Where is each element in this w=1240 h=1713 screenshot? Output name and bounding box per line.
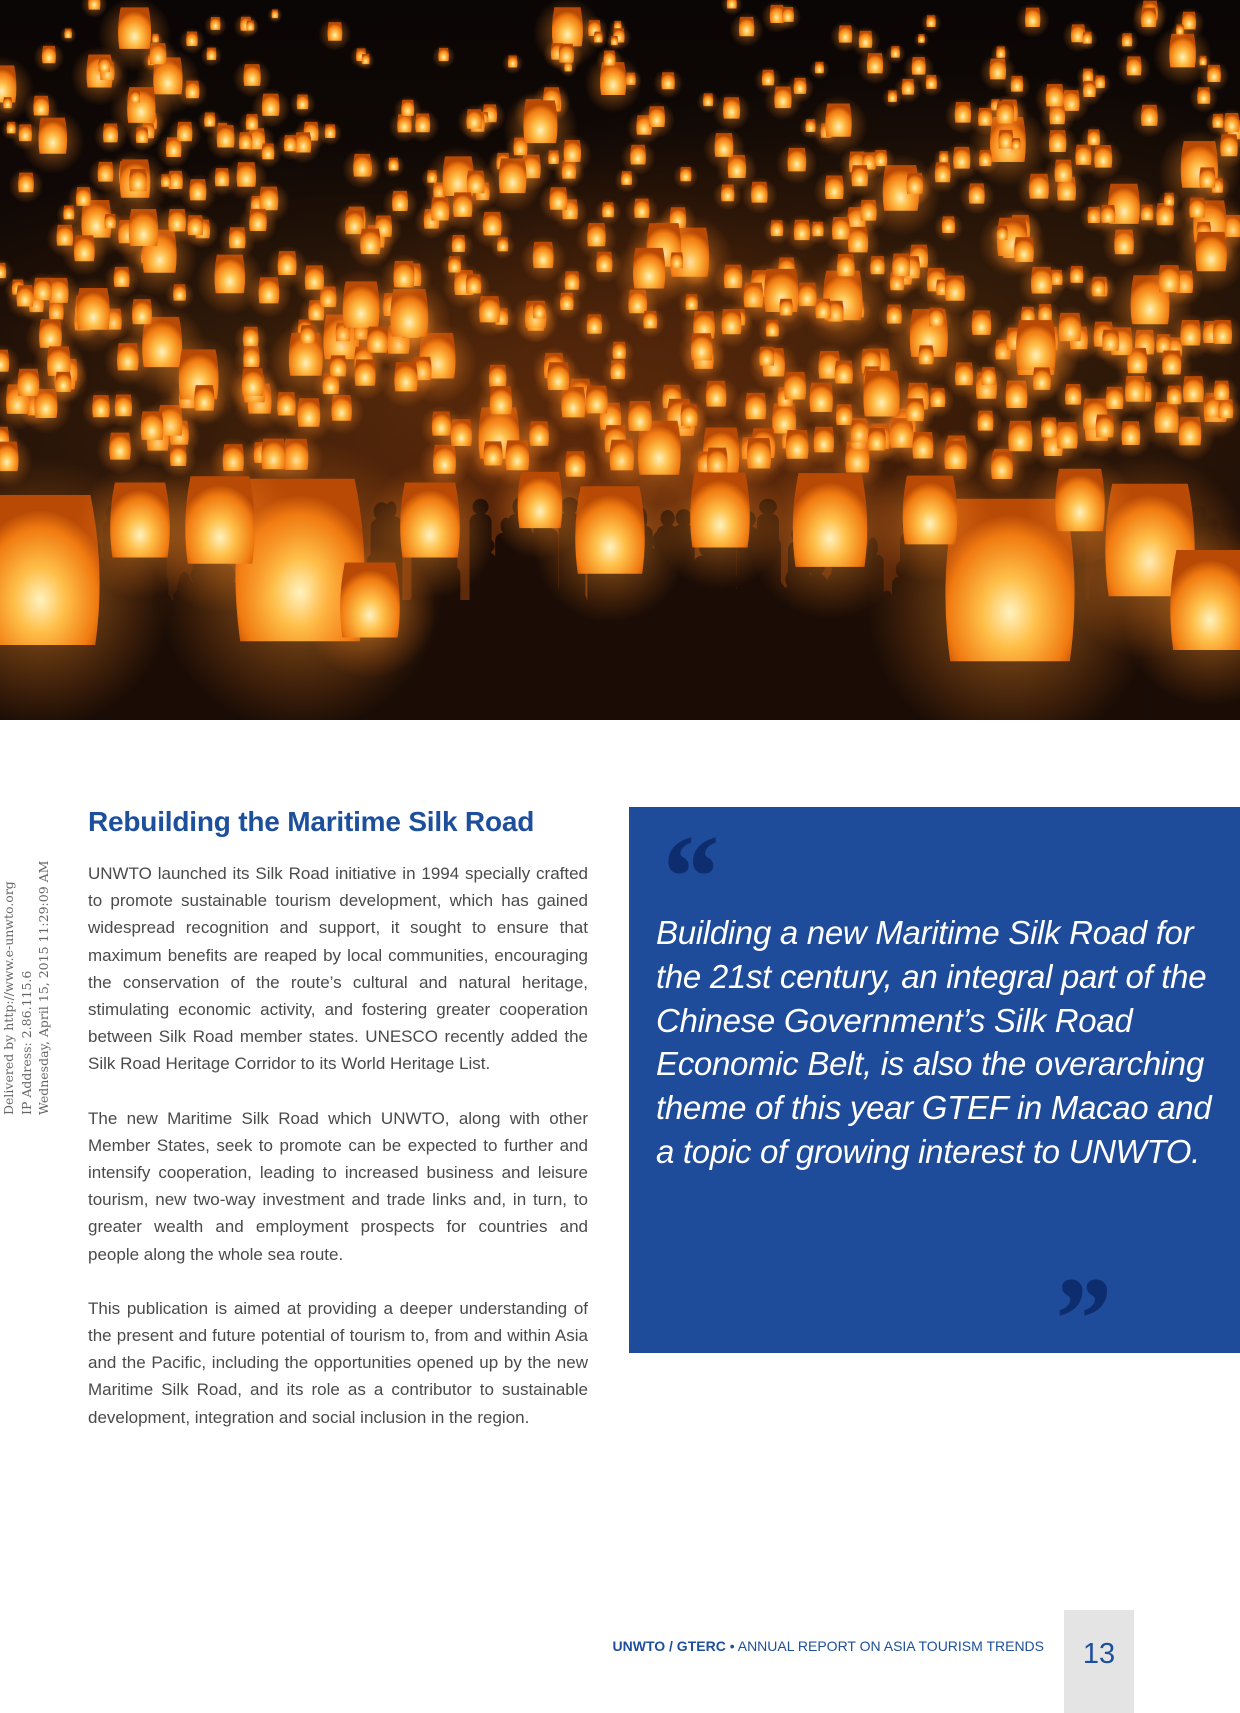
lantern xyxy=(239,203,278,243)
lantern xyxy=(990,223,1014,248)
footer-report-title: ANNUAL REPORT ON ASIA TOURISM TRENDS xyxy=(737,1638,1044,1654)
lantern xyxy=(290,91,316,118)
lantern xyxy=(1025,453,1135,566)
lantern xyxy=(821,211,860,251)
lantern xyxy=(1077,29,1098,50)
lantern xyxy=(635,306,666,338)
lantern xyxy=(959,178,994,214)
open-quote-icon: “ xyxy=(657,810,717,943)
lantern xyxy=(894,75,922,103)
lantern xyxy=(1085,409,1125,450)
lantern xyxy=(586,247,622,284)
lantern xyxy=(653,68,683,98)
lantern xyxy=(319,18,352,51)
lantern xyxy=(713,92,751,131)
lantern xyxy=(678,290,706,318)
close-quote-icon: ” xyxy=(1049,1252,1109,1385)
lantern xyxy=(9,168,44,203)
article-body xyxy=(88,860,588,1458)
lantern xyxy=(1132,3,1166,38)
lantern xyxy=(57,202,81,227)
lantern xyxy=(1131,100,1168,138)
lantern xyxy=(165,280,194,309)
lantern xyxy=(1022,362,1062,403)
lantern xyxy=(703,127,745,170)
hero-photo xyxy=(0,0,1240,720)
lantern xyxy=(517,415,560,459)
lantern xyxy=(246,271,292,318)
person-silhouette xyxy=(490,588,500,604)
lantern xyxy=(826,248,865,288)
pull-quote-box xyxy=(629,807,1240,1385)
lantern xyxy=(490,234,515,259)
lantern xyxy=(895,393,935,434)
lantern xyxy=(1003,72,1031,100)
paragraph: UNWTO launched its Silk Road initiative in 1994 specially crafted to promote sustainable tourism development, which has gained widespread recognition and support, it sought to ensure that maximum benefits are reaped by local communities, encouraging the conservation of the route’s cultural and natural heritage, stimulating economic activity, and fostering greater cooperation between Silk Road member states. UNESCO recently added the Silk Road Heritage Corridor to its World Heritage List. xyxy=(88,864,588,1074)
lantern xyxy=(921,12,942,33)
lantern xyxy=(178,210,213,246)
lantern xyxy=(1133,201,1161,229)
lantern xyxy=(776,142,818,184)
lantern xyxy=(182,379,227,425)
lantern xyxy=(763,216,791,245)
lantern xyxy=(381,254,428,302)
lantern xyxy=(1117,52,1150,86)
lantern xyxy=(730,12,764,47)
lantern xyxy=(991,43,1011,64)
lantern xyxy=(614,393,667,447)
lantern xyxy=(1195,54,1211,71)
lantern xyxy=(1206,110,1231,135)
lantern xyxy=(241,18,259,36)
person-silhouette xyxy=(520,582,533,599)
footer-bullet: • xyxy=(725,1638,738,1654)
lantern xyxy=(604,338,634,368)
lantern xyxy=(1158,381,1191,415)
lantern xyxy=(357,52,375,70)
lantern xyxy=(1016,3,1050,38)
lantern xyxy=(432,45,455,69)
lantern xyxy=(1031,413,1066,449)
running-footer xyxy=(604,1638,1044,1654)
lantern xyxy=(595,199,621,226)
lantern xyxy=(673,163,698,189)
lantern xyxy=(909,341,942,375)
lantern xyxy=(94,119,127,153)
lantern xyxy=(441,186,484,230)
lantern xyxy=(589,29,608,49)
lantern xyxy=(721,0,743,15)
lantern xyxy=(1158,190,1181,213)
lanterns-illustration xyxy=(0,0,1240,720)
lantern xyxy=(234,322,268,357)
lantern xyxy=(206,164,238,197)
lantern xyxy=(621,140,656,176)
lantern xyxy=(420,405,462,448)
lantern xyxy=(304,544,436,679)
lantern xyxy=(394,96,422,125)
lantern xyxy=(885,43,905,64)
lantern xyxy=(799,116,821,139)
lantern xyxy=(750,342,783,376)
lantern xyxy=(267,7,282,23)
lantern xyxy=(60,26,77,43)
page-number-box xyxy=(1064,1610,1134,1713)
lantern xyxy=(125,88,146,110)
lantern xyxy=(348,222,393,268)
lantern xyxy=(741,177,778,214)
lantern xyxy=(1075,77,1103,106)
lantern xyxy=(525,298,553,327)
page-number: 13 xyxy=(1082,1638,1116,1670)
lantern xyxy=(251,88,290,128)
footer-org: UNWTO / GTERC xyxy=(612,1638,726,1654)
lantern xyxy=(1092,200,1124,232)
lantern xyxy=(127,404,177,455)
lantern xyxy=(556,267,589,300)
lantern xyxy=(943,142,981,181)
lantern xyxy=(809,59,829,80)
section-title: Rebuilding the Maritime Silk Road xyxy=(88,806,535,837)
lantern xyxy=(577,309,611,344)
lantern xyxy=(709,303,753,348)
lantern xyxy=(920,303,953,336)
lantern xyxy=(128,123,156,151)
pull-quote-text: Building a new Maritime Silk Road for the 21st century, an integral part of the Chinese Government’s Silk Road Economic Belt, is also the overarching theme of this year GTEF in Macao and a topic of growing interest to UNWTO. xyxy=(656,914,1212,1170)
person-body xyxy=(754,584,776,720)
lantern xyxy=(118,163,158,203)
lantern xyxy=(34,41,65,72)
delivery-ip: IP Address: 2.86.115.6 xyxy=(18,970,34,1115)
lantern xyxy=(82,390,121,430)
lantern xyxy=(320,350,357,388)
lantern xyxy=(1062,262,1092,292)
lantern xyxy=(1116,30,1139,54)
lantern xyxy=(228,361,277,411)
lantern xyxy=(841,160,878,198)
lantern xyxy=(775,3,801,30)
lantern xyxy=(11,120,41,150)
lantern xyxy=(934,212,963,242)
lantern xyxy=(57,278,130,353)
lantern xyxy=(476,379,526,430)
lantern xyxy=(914,32,929,48)
lantern xyxy=(877,300,911,334)
lantern xyxy=(771,365,820,415)
lantern xyxy=(179,28,204,54)
lantern xyxy=(204,14,227,37)
lantern xyxy=(663,248,691,276)
lantern xyxy=(421,167,443,190)
lantern xyxy=(1205,376,1239,411)
lantern xyxy=(870,458,991,582)
lantern xyxy=(1006,135,1026,155)
delivery-note xyxy=(0,835,60,1115)
person-silhouette xyxy=(491,605,505,621)
person-body xyxy=(432,624,454,720)
lantern xyxy=(502,52,523,74)
lantern xyxy=(292,321,324,354)
lantern xyxy=(457,269,491,304)
lantern xyxy=(1083,139,1123,180)
lantern xyxy=(1038,125,1076,164)
lantern xyxy=(670,399,708,438)
lantern xyxy=(98,0,171,72)
lantern xyxy=(168,117,202,152)
delivery-url: Delivered by http://www.e-unwto.org xyxy=(1,881,16,1115)
lantern xyxy=(382,154,404,177)
lantern xyxy=(713,259,754,301)
lantern xyxy=(503,90,578,167)
lantern xyxy=(896,168,933,206)
lantern xyxy=(830,21,860,52)
lantern xyxy=(754,66,781,94)
lantern xyxy=(74,464,206,599)
delivery-date: Wednesday, April 15, 2015 11:29:09 AM xyxy=(36,860,51,1115)
lantern xyxy=(639,101,675,138)
lantern xyxy=(177,76,208,108)
lantern xyxy=(491,458,590,559)
lantern xyxy=(61,229,107,276)
paragraph: This publication is aimed at providing a deeper understanding of the present and future potential of tourism to, from and within Asia and the Pacific, including the opportunities opened up by the new Maritime Silk Road, and its role as a contributor to sustainable development, integration and social inclusion in the region. xyxy=(88,1298,588,1427)
lantern xyxy=(254,140,282,169)
lantern xyxy=(206,120,245,160)
lantern xyxy=(342,148,382,189)
lantern xyxy=(457,104,491,139)
lantern xyxy=(201,45,223,67)
paragraph: The new Maritime Silk Road which UNWTO, along with other Member States, seek to promote can be expected to further and intensify cooperation, leading to increased business and leisure tourism, new two-way investment and trade links and, in turn, to greater wealth and employment prospects for countries and people along the whole sea route. xyxy=(88,1108,588,1264)
lantern xyxy=(787,277,828,319)
lantern xyxy=(1092,324,1129,362)
lantern xyxy=(6,280,43,318)
lantern xyxy=(550,39,583,73)
lantern xyxy=(596,47,622,74)
person-body xyxy=(569,608,591,720)
lantern xyxy=(1035,78,1075,118)
lantern xyxy=(4,362,52,411)
lantern xyxy=(1171,22,1189,40)
